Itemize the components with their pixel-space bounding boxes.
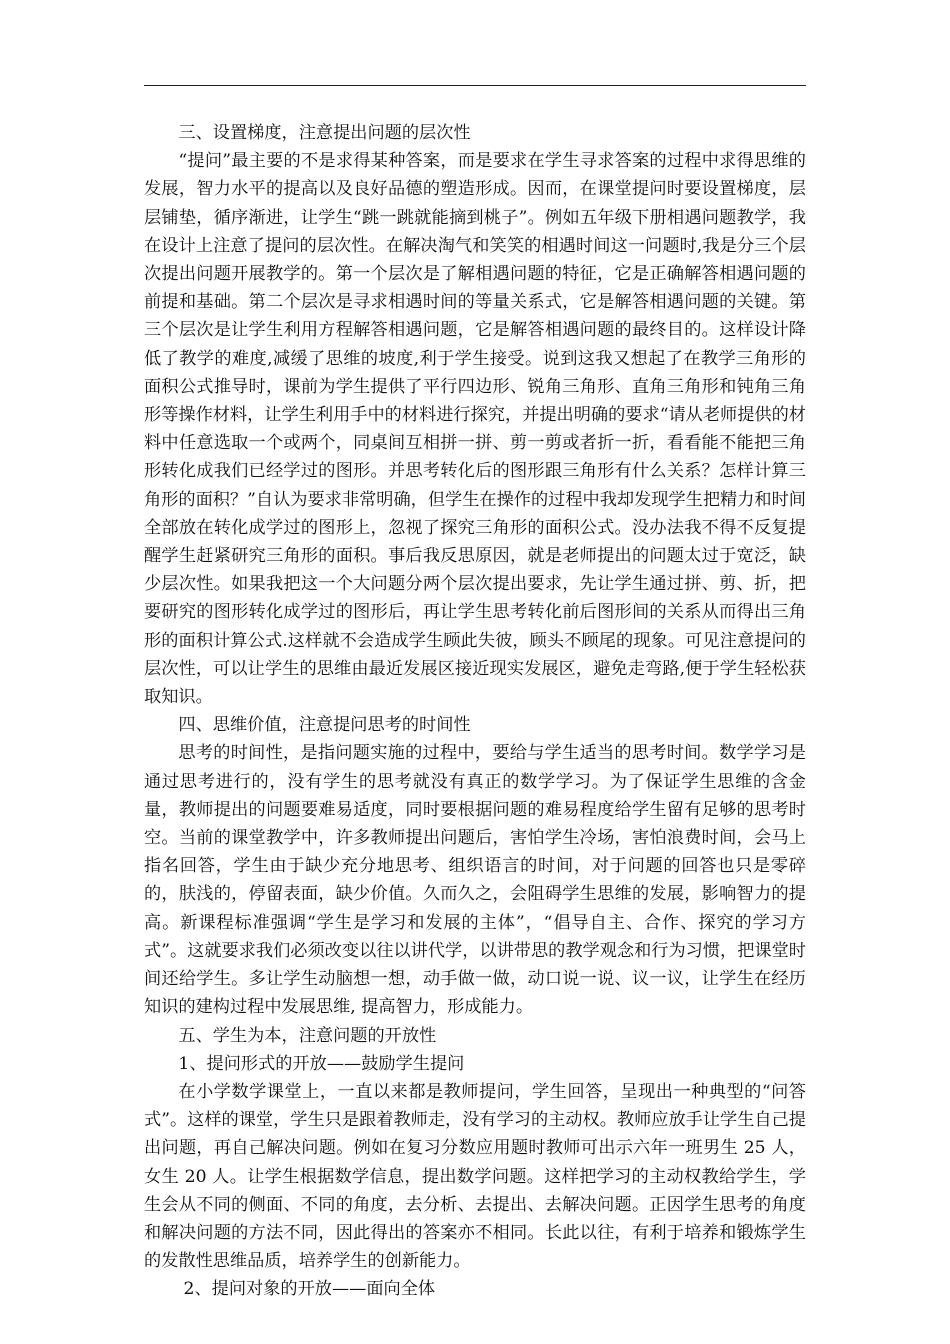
- document-body: [144, 119, 806, 1304]
- section-4-heading: 四、思维价值，注意提问思考的时间性: [178, 715, 471, 736]
- subsection-1-heading: 1、提问形式的开放——鼓励学生提问: [178, 1053, 465, 1074]
- section-4-paragraph: 思考的时间性，是指问题实施的过程中，要给与学生适当的思考时间。数学学习是通过思考进行的，没有学生的思考就没有真正的数学学习。为了保证学生思维的含金量，教师提出的问题要难易适度，同时要根据问题的难易程度给学生留有足够的思考时空。当前的课堂教学中，许多教师提出问题后，害怕学生冷场，害怕浪费时间，会马上指名回答，学生由于缺少充分地思考、组织语言的时间，对于问题的回答也只是零碎的，肤浅的，停留表面，缺少价值。久而久之，会阻碍学生思维的发展，影响智力的提高。新课程标准强调“学生是学习和发展的主体”，“倡导自主、合作、探究的学习方式”。这就要求我们必须改变以往以讲代学，以讲带思的教学观念和行为习惯，把课堂时间还给学生。多让学生动脑想一想，动手做一做，动口说一说、议一议，让学生在经历知识的建构过程中发展思维, 提高智力，形成能力。: [144, 743, 806, 1018]
- section-3-paragraph: “提问”最主要的不是求得某种答案，而是要求在学生寻求答案的过程中求得思维的发展，智力水平的提高以及良好品德的塑造形成。因而，在课堂提问时要设置梯度，层层铺垫，循序渐进，让学生“跳一跳就能摘到桃子”。例如五年级下册相遇问题教学，我在设计上注意了提问的层次性。在解决淘气和笑笑的相遇时间这一问题时,我是分三个层次提出问题开展教学的。第一个层次是了解相遇问题的特征，它是正确解答相遇问题的前提和基础。第二个层次是寻求相遇时间的等量关系式，它是解答相遇问题的关键。第三个层次是让学生利用方程解答相遇问题，它是解答相遇问题的最终目的。这样设计降低了教学的难度,减缓了思维的坡度,利于学生接受。说到这我又想起了在教学三角形的面积公式推导时，课前为学生提供了平行四边形、锐角三角形、直角三角形和钝角三角形等操作材料，让学生利用手中的材料进行探究，并提出明确的要求“请从老师提供的材料中任意选取一个或两个，同桌间互相拼一拼、剪一剪或者折一折，看看能不能把三角形转化成我们已经学过的图形。并思考转化后的图形跟三角形有什么关系？怎样计算三角形的面积？”自认为要求非常明确，但学生在操作的过程中我却发现学生把精力和时间全部放在转化成学过的图形上，忽视了探究三角形的面积公式。没办法我不得不反复提醒学生赶紧研究三角形的面积。事后我反思原因，就是老师提出的问题太过于宽泛，缺少层次性。如果我把这一个大问题分两个层次提出要求，先让学生通过拼、剪、折，把要研究的图形转化成学过的图形后，再让学生思考转化前后图形间的关系从而得出三角形的面积计算公式.这样就不会造成学生顾此失彼，顾头不顾尾的现象。可见注意提问的层次性，可以让学生的思维由最近发展区接近现实发展区，避免走弯路,便于学生轻松获取知识。: [144, 151, 806, 708]
- header-rule: [144, 85, 806, 86]
- subsection-1-paragraph: 在小学数学课堂上，一直以来都是教师提问，学生回答，呈现出一种典型的“问答式”。这样的课堂，学生只是跟着教师走，没有学习的主动权。教师应放手让学生自己提出问题，再自己解决问题。例如在复习分数应用题时教师可出示六年一班男生 25 人，女生 20 人。让学生根据数学信息，提出数学问题。这样把学习的主动权教给学生，学生会从不同的侧面、不同的角度，去分析、去提出、去解决问题。正因学生思考的角度和解决问题的方法不同，因此得出的答案亦不相同。长此以往，有利于培养和锻炼学生的发散性思维品质，培养学生的创新能力。: [144, 1081, 806, 1272]
- subsection-2-heading: 2、提问对象的开放——面向全体: [183, 1279, 436, 1300]
- section-5-heading: 五、学生为本，注意问题的开放性: [178, 1025, 437, 1046]
- section-3-heading: 三、设置梯度，注意提出问题的层次性: [178, 123, 471, 143]
